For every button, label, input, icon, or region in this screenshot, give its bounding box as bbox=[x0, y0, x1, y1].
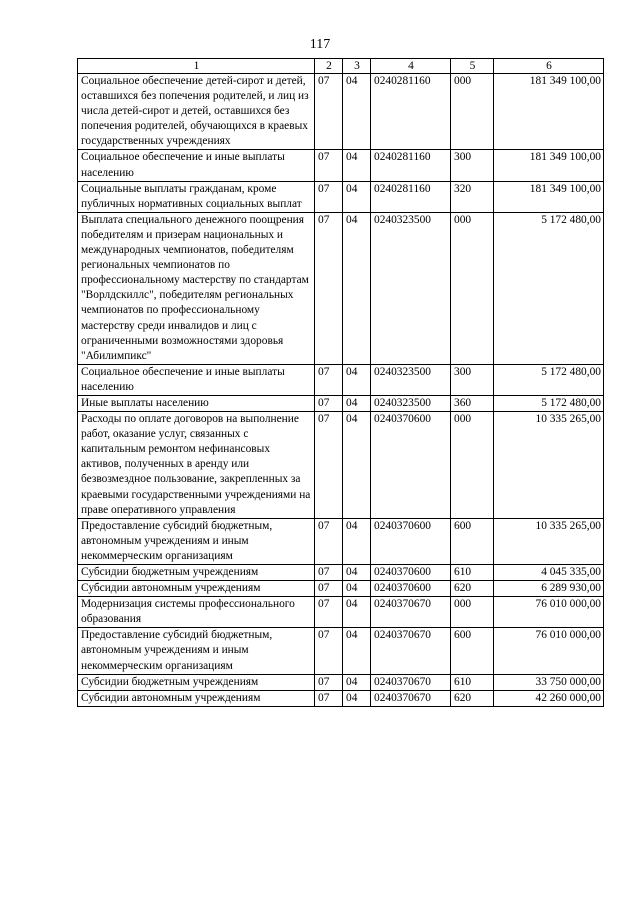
section-code: 07 bbox=[315, 690, 343, 706]
table-row bbox=[78, 581, 604, 597]
subsection-code: 04 bbox=[343, 150, 371, 181]
expense-name: Социальное обеспечение детей-сирот и детей, оставшихся без попечения родителей, и лиц из числа детей-сирот и детей, оставшихся без попечения родителей, обучающихся в краевых государственных учреждениях bbox=[78, 74, 315, 150]
target-article-code: 0240281160 bbox=[371, 181, 451, 212]
section-code: 07 bbox=[315, 395, 343, 411]
amount: 181 349 100,00 bbox=[494, 150, 604, 181]
expense-type-code: 000 bbox=[451, 412, 494, 519]
section-code: 07 bbox=[315, 412, 343, 519]
expense-type-code: 620 bbox=[451, 581, 494, 597]
subsection-code: 04 bbox=[343, 565, 371, 581]
table-row bbox=[78, 565, 604, 581]
amount: 5 172 480,00 bbox=[494, 395, 604, 411]
expense-type-code: 600 bbox=[451, 628, 494, 674]
column-header: 1 bbox=[78, 59, 315, 74]
target-article-code: 0240281160 bbox=[371, 74, 451, 150]
amount: 181 349 100,00 bbox=[494, 74, 604, 150]
page-number: 117 bbox=[309, 37, 331, 52]
expense-name: Социальное обеспечение и иные выплаты населению bbox=[78, 150, 315, 181]
amount: 4 045 335,00 bbox=[494, 565, 604, 581]
expense-name: Модернизация системы профессионального образования bbox=[78, 597, 315, 628]
table-row bbox=[78, 690, 604, 706]
table-row bbox=[78, 597, 604, 628]
expense-name: Субсидии автономным учреждениям bbox=[78, 690, 315, 706]
column-header: 2 bbox=[315, 59, 343, 74]
target-article-code: 0240370670 bbox=[371, 690, 451, 706]
amount: 6 289 930,00 bbox=[494, 581, 604, 597]
target-article-code: 0240370670 bbox=[371, 597, 451, 628]
amount: 76 010 000,00 bbox=[494, 628, 604, 674]
expense-name: Субсидии бюджетным учреждениям bbox=[78, 565, 315, 581]
subsection-code: 04 bbox=[343, 628, 371, 674]
subsection-code: 04 bbox=[343, 364, 371, 395]
expense-type-code: 610 bbox=[451, 674, 494, 690]
amount: 76 010 000,00 bbox=[494, 597, 604, 628]
subsection-code: 04 bbox=[343, 74, 371, 150]
subsection-code: 04 bbox=[343, 690, 371, 706]
expense-type-code: 000 bbox=[451, 597, 494, 628]
expense-type-code: 300 bbox=[451, 150, 494, 181]
budget-table bbox=[77, 58, 604, 707]
section-code: 07 bbox=[315, 565, 343, 581]
target-article-code: 0240323500 bbox=[371, 212, 451, 364]
amount: 42 260 000,00 bbox=[494, 690, 604, 706]
table-row bbox=[78, 364, 604, 395]
section-code: 07 bbox=[315, 181, 343, 212]
target-article-code: 0240370670 bbox=[371, 674, 451, 690]
subsection-code: 04 bbox=[343, 597, 371, 628]
section-code: 07 bbox=[315, 150, 343, 181]
expense-type-code: 300 bbox=[451, 364, 494, 395]
expense-type-code: 000 bbox=[451, 212, 494, 364]
target-article-code: 0240370600 bbox=[371, 565, 451, 581]
expense-name: Субсидии автономным учреждениям bbox=[78, 581, 315, 597]
section-code: 07 bbox=[315, 628, 343, 674]
table-row bbox=[78, 395, 604, 411]
expense-type-code: 000 bbox=[451, 74, 494, 150]
expense-name: Предоставление субсидий бюджетным, автономным учреждениям и иным некоммерческим организациям bbox=[78, 518, 315, 564]
table-row bbox=[78, 74, 604, 150]
table-row bbox=[78, 674, 604, 690]
expense-name: Выплата специального денежного поощрения победителям и призерам национальных и международных чемпионатов, победителям региональных чемпионатов по профессиональному мастерству по стандартам "Ворлдскиллс", победителям региональных чемпионатов по профессиональному мастерству среди инвалидов и лиц с ограниченными возможностями здоровья "Абилимпикс" bbox=[78, 212, 315, 364]
section-code: 07 bbox=[315, 212, 343, 364]
column-header: 4 bbox=[371, 59, 451, 74]
table-row bbox=[78, 412, 604, 519]
column-header: 5 bbox=[451, 59, 494, 74]
amount: 10 335 265,00 bbox=[494, 412, 604, 519]
subsection-code: 04 bbox=[343, 212, 371, 364]
subsection-code: 04 bbox=[343, 412, 371, 519]
target-article-code: 0240370600 bbox=[371, 518, 451, 564]
expense-name: Социальные выплаты гражданам, кроме публичных нормативных социальных выплат bbox=[78, 181, 315, 212]
target-article-code: 0240281160 bbox=[371, 150, 451, 181]
subsection-code: 04 bbox=[343, 181, 371, 212]
section-code: 07 bbox=[315, 74, 343, 150]
table-row bbox=[78, 150, 604, 181]
table-row bbox=[78, 518, 604, 564]
section-code: 07 bbox=[315, 597, 343, 628]
target-article-code: 0240370600 bbox=[371, 581, 451, 597]
expense-type-code: 320 bbox=[451, 181, 494, 212]
table-row bbox=[78, 628, 604, 674]
section-code: 07 bbox=[315, 581, 343, 597]
table-row bbox=[78, 212, 604, 364]
target-article-code: 0240370670 bbox=[371, 628, 451, 674]
subsection-code: 04 bbox=[343, 674, 371, 690]
expense-type-code: 620 bbox=[451, 690, 494, 706]
column-header: 3 bbox=[343, 59, 371, 74]
expense-name: Предоставление субсидий бюджетным, автономным учреждениям и иным некоммерческим организациям bbox=[78, 628, 315, 674]
target-article-code: 0240323500 bbox=[371, 395, 451, 411]
amount: 10 335 265,00 bbox=[494, 518, 604, 564]
expense-name: Социальное обеспечение и иные выплаты населению bbox=[78, 364, 315, 395]
expense-type-code: 360 bbox=[451, 395, 494, 411]
amount: 33 750 000,00 bbox=[494, 674, 604, 690]
expense-name: Субсидии бюджетным учреждениям bbox=[78, 674, 315, 690]
section-code: 07 bbox=[315, 674, 343, 690]
section-code: 07 bbox=[315, 364, 343, 395]
target-article-code: 0240323500 bbox=[371, 364, 451, 395]
amount: 181 349 100,00 bbox=[494, 181, 604, 212]
table-header-row bbox=[78, 59, 604, 74]
subsection-code: 04 bbox=[343, 395, 371, 411]
table-row bbox=[78, 181, 604, 212]
amount: 5 172 480,00 bbox=[494, 212, 604, 364]
amount: 5 172 480,00 bbox=[494, 364, 604, 395]
column-header: 6 bbox=[494, 59, 604, 74]
expense-name: Иные выплаты населению bbox=[78, 395, 315, 411]
expense-type-code: 610 bbox=[451, 565, 494, 581]
subsection-code: 04 bbox=[343, 518, 371, 564]
section-code: 07 bbox=[315, 518, 343, 564]
target-article-code: 0240370600 bbox=[371, 412, 451, 519]
expense-type-code: 600 bbox=[451, 518, 494, 564]
subsection-code: 04 bbox=[343, 581, 371, 597]
expense-name: Расходы по оплате договоров на выполнение работ, оказание услуг, связанных с капитальным ремонтом нефинансовых активов, полученных в аренду или безвозмездное пользование, закрепленных за краевыми государственными учреждениями на праве оперативного управления bbox=[78, 412, 315, 519]
